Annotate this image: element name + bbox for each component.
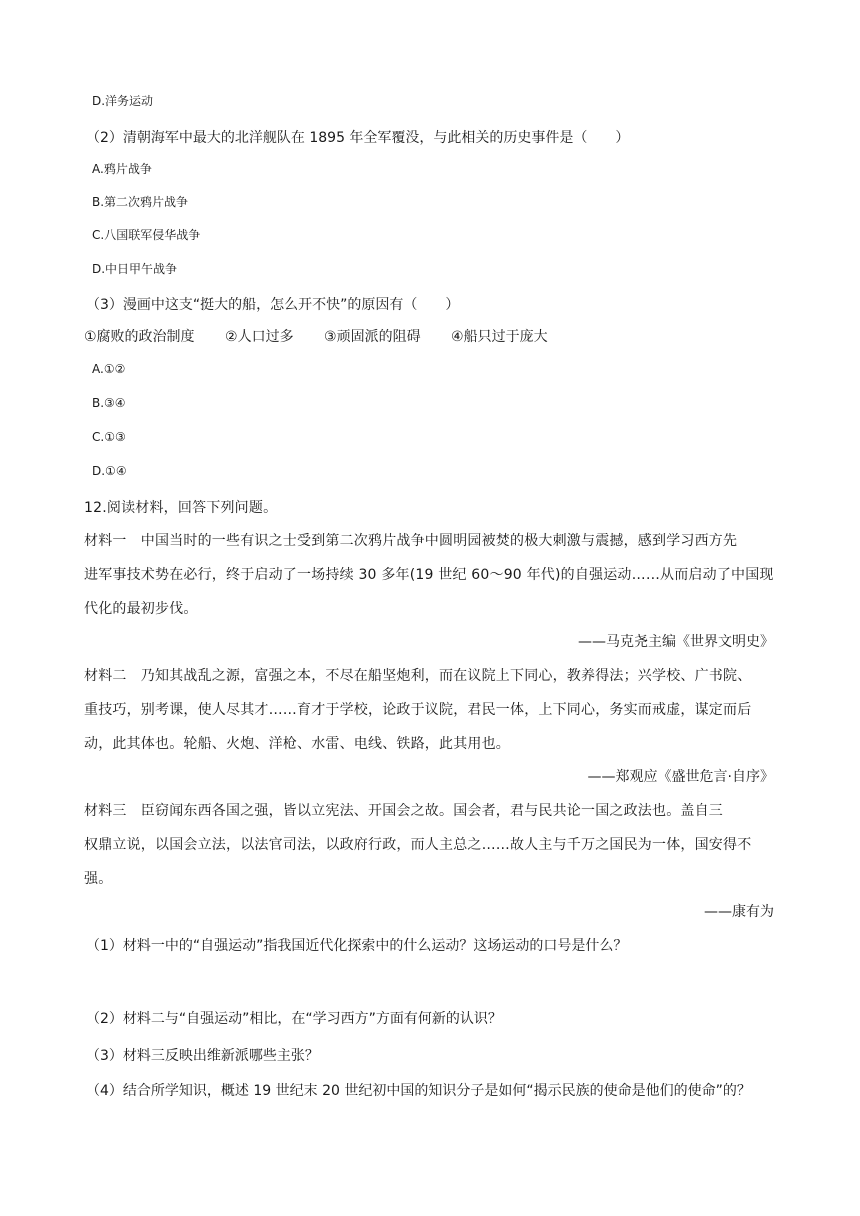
- material3-line-1: 材料三 臣窃闻东西各国之强，皆以立宪法、开国会之故。国会者，君与民共论一国之政法也。盖自三: [84, 803, 723, 819]
- q12-title: 12.阅读材料，回答下列问题。: [84, 500, 278, 516]
- q2-stem: （2）清朝海军中最大的北洋舰队在 1895 年全军覆没，与此相关的历史事件是（ ）: [86, 130, 630, 146]
- q3-stem: （3）漫画中这支“挺大的船，怎么开不快”的原因有（ ）: [86, 297, 460, 313]
- q3-choice-2: ②人口过多: [225, 329, 294, 345]
- q2-option-d: D.中日甲午战争: [92, 262, 178, 276]
- material2-line-3: 动，此其体也。轮船、火炮、洋枪、水雷、电线、铁路，此其用也。: [84, 736, 510, 752]
- q3-option-d: D.①④: [92, 464, 127, 478]
- q12-question-4: （4）结合所学知识，概述 19 世纪末 20 世纪初中国的知识分子是如何“揭示民族的使命是他们的使命”的？: [86, 1083, 751, 1099]
- q3-choices: [84, 326, 574, 346]
- material1-line-3: 代化的最初步伐。: [84, 601, 198, 617]
- q3-choice-1: ①腐败的政治制度: [84, 329, 195, 345]
- q2-option-c: C.八国联军侵华战争: [92, 228, 201, 242]
- material2-line-2: 重技巧，别考课，使人尽其才……育才于学校，论政于议院，君民一体，上下同心，务实而戒虚，谋定而后: [84, 702, 752, 718]
- q3-option-a: A.①②: [92, 362, 126, 376]
- material2-source: ——郑观应《盛世危言·自序》: [587, 769, 774, 785]
- q12-question-3: （3）材料三反映出维新派哪些主张？: [86, 1048, 319, 1064]
- q1-option-d: D.洋务运动: [92, 94, 154, 108]
- material1-source: ——马克尧主编《世界文明史》: [578, 634, 774, 650]
- q3-option-b: B.③④: [92, 396, 126, 410]
- q2-option-a: A.鸦片战争: [92, 162, 152, 176]
- material3-line-2: 权鼎立说，以国会立法，以法官司法，以政府行政，而人主总之……故人主与千万之国民为一体，国安得不: [84, 837, 752, 853]
- q3-choice-3: ③顽固派的阻碍: [324, 329, 421, 345]
- material1-line-1: 材料一 中国当时的一些有识之士受到第二次鸦片战争中圆明园被焚的极大刺激与震撼，感到学习西方先: [84, 533, 738, 549]
- q12-question-2: （2）材料二与“自强运动”相比，在“学习西方”方面有何新的认识？: [86, 1011, 502, 1027]
- material1-line-2: 进军事技术势在必行，终于启动了一场持续 30 多年(19 世纪 60～90 年代)的自强运动……从而启动了中国现: [84, 567, 774, 583]
- material3-source: ——康有为: [704, 904, 774, 920]
- material2-line-1: 材料二 乃知其战乱之源，富强之本，不尽在船坚炮利，而在议院上下同心，教养得法；兴学校、广书院、: [84, 668, 752, 684]
- q12-question-1: （1）材料一中的“自强运动”指我国近代化探索中的什么运动？这场运动的口号是什么？: [86, 938, 628, 954]
- q2-option-b: B.第二次鸦片战争: [92, 195, 189, 209]
- q3-choice-4: ④船只过于庞大: [451, 329, 548, 345]
- q3-option-c: C.①③: [92, 430, 126, 444]
- material3-line-3: 强。: [84, 871, 113, 887]
